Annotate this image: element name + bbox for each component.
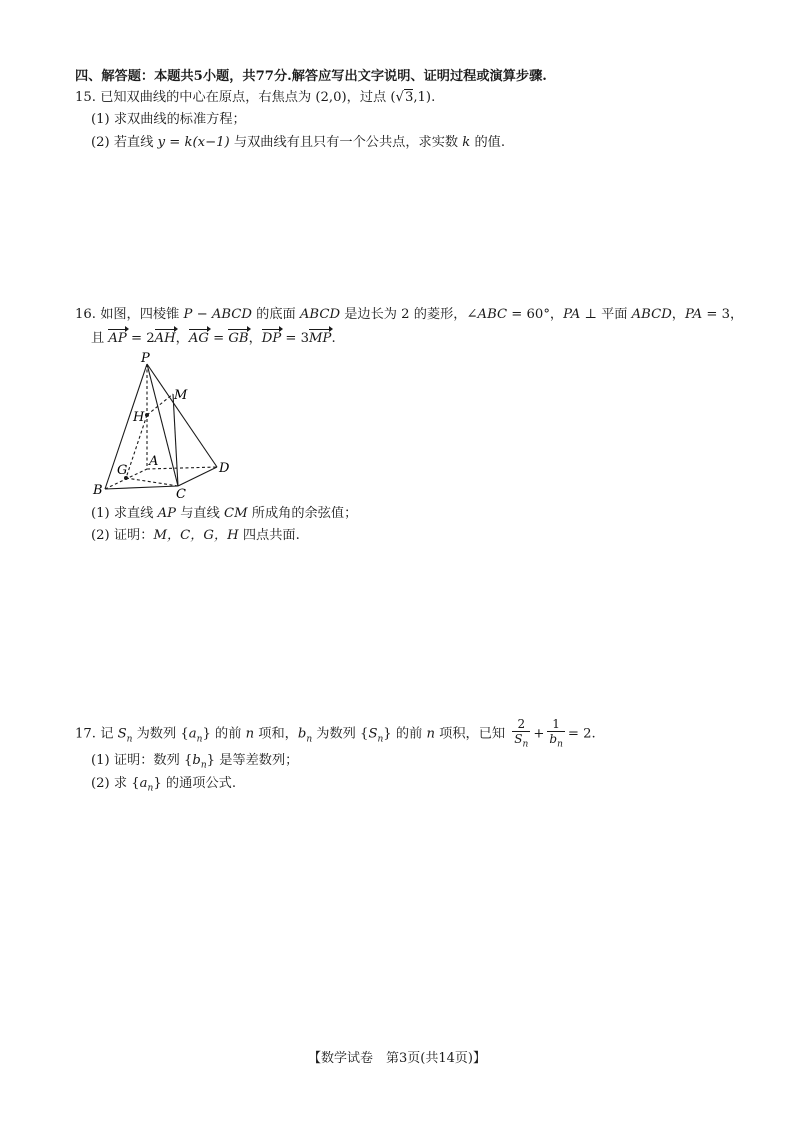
vector-gb: GB	[228, 331, 249, 346]
q16-p2-a: (2) 证明：	[91, 528, 154, 543]
frac2-den: b	[549, 732, 558, 746]
q16-base: ABCD	[299, 307, 341, 322]
fraction-2-over-sn	[512, 717, 530, 751]
label-g: G	[117, 463, 128, 478]
q17-sub: n	[377, 734, 384, 745]
q15-p2-text-a: (2) 若直线	[91, 135, 158, 150]
q17-sub: n	[557, 739, 563, 750]
q15-part2	[91, 134, 505, 152]
q17-p2-an: a	[139, 776, 148, 791]
q17-an: a	[188, 726, 197, 742]
q16-t7: = 3，	[702, 307, 744, 322]
q17-stem	[75, 717, 596, 754]
page-footer: 【数学试卷 第3页(共14页)】	[308, 1051, 486, 1066]
q17-t2: 为数列 {	[132, 726, 189, 742]
q15-p2-k: k	[462, 135, 471, 150]
q17-sub: n	[126, 734, 133, 745]
q16-l2-f: = 3	[281, 331, 310, 346]
q17-sub: n	[147, 783, 154, 794]
q17-sub: n	[200, 760, 207, 771]
q16-t2: 的底面	[251, 307, 300, 322]
vector-dp: DP	[261, 331, 282, 346]
q17-p1-bn: b	[192, 753, 201, 768]
q16-pa: PA	[563, 307, 581, 322]
q15-stem-end: ,1).	[413, 90, 436, 105]
q17-sub: n	[196, 734, 203, 745]
q17-sub: n	[306, 734, 313, 745]
frac1-den: S	[514, 732, 523, 746]
q17-p2-b: } 的通项公式.	[153, 776, 237, 791]
segment-hm	[147, 394, 173, 415]
vector-ap: AP	[108, 331, 127, 346]
vector-ag: AG	[188, 331, 209, 346]
label-b: B	[93, 483, 103, 498]
label-d: D	[219, 461, 230, 476]
q16-l2-a: 且	[91, 331, 109, 346]
q16-base2: ABCD	[631, 307, 672, 322]
q16-t4: = 60°，	[507, 307, 564, 322]
section-title: 四、解答题：本题共5小题，共77分.解答应写出文字说明、证明过程或演算步骤.	[75, 69, 547, 84]
q17-n: n	[245, 726, 255, 742]
q16-p1-cm: CM	[224, 506, 248, 521]
q16-stem-line1	[75, 306, 743, 324]
q16-number: 16.	[75, 307, 96, 322]
q17-part2	[91, 775, 236, 798]
q17-t1: 记	[100, 726, 118, 742]
q16-part2	[91, 527, 300, 545]
q16-angle: ABC	[477, 307, 508, 322]
q17-part1	[91, 752, 298, 775]
q17-t3: } 的前	[202, 726, 246, 742]
q16-t6: ，	[671, 307, 685, 322]
q16-p1-ap: AP	[157, 506, 177, 521]
q17-p1-b: } 是等差数列；	[206, 753, 299, 768]
q15-stem-text: 已知双曲线的中心在原点，右焦点为 (2,0)，过点 (	[100, 90, 396, 105]
q16-l2-b: = 2	[126, 331, 155, 346]
q16-t1: 如图，四棱锥	[100, 307, 184, 322]
frac2-num: 1	[547, 717, 564, 732]
q15-stem: 15. 已知双曲线的中心在原点，右焦点为 (2,0)，过点 (√3,1).	[75, 90, 436, 105]
q17-p2-a: (2) 求 {	[91, 776, 140, 791]
edge-pd	[147, 364, 217, 467]
q15-sqrt: 3	[404, 90, 414, 105]
q16-l2-e: ，	[248, 331, 262, 346]
pyramid-figure	[85, 348, 245, 500]
q17-sn: S	[117, 726, 127, 742]
q16-p2-b: 四点共面.	[238, 528, 300, 543]
q15-part1: (1) 求双曲线的标准方程；	[91, 112, 246, 127]
vector-ah: AH	[154, 331, 176, 346]
q17-plus: +	[533, 726, 545, 742]
q16-part1	[91, 505, 357, 523]
point-h	[145, 413, 149, 417]
q16-l2-g: .	[331, 331, 336, 346]
q15-number: 15.	[75, 90, 96, 105]
q16-p2-points: M，C，G，H	[153, 528, 239, 543]
q16-stem-line2	[91, 330, 336, 348]
q16-l2-c: ，	[175, 331, 189, 346]
edge-bc	[105, 486, 178, 489]
q15-p2-equation: y = k(x−1)	[157, 135, 230, 150]
q16-p1-b: 与直线	[176, 506, 224, 521]
q17-sub: n	[522, 739, 529, 750]
frac1-num: 2	[512, 717, 530, 732]
q17-bn: b	[297, 726, 307, 742]
segment-gc	[126, 478, 178, 486]
label-a: A	[149, 454, 159, 469]
q17-sn: S	[368, 726, 378, 742]
q16-p1-a: (1) 求直线	[91, 506, 158, 521]
q16-pyramid: P − ABCD	[183, 307, 252, 322]
q15-p2-text-c: 的值.	[470, 135, 506, 150]
q16-l2-d: =	[208, 331, 229, 346]
q16-p1-c: 所成角的余弦值；	[247, 506, 358, 521]
label-h: H	[133, 410, 145, 425]
q17-number: 17.	[75, 726, 96, 742]
q16-t3: 是边长为 2 的菱形，∠	[340, 307, 478, 322]
label-m: M	[174, 388, 188, 403]
q17-p1-a: (1) 证明：数列 {	[91, 753, 193, 768]
q16-pa2: PA	[684, 307, 703, 322]
vector-mp: MP	[309, 331, 332, 346]
q15-p2-text-b: 与双曲线有且只有一个公共点，求实数	[229, 135, 463, 150]
fraction-1-over-bn	[547, 717, 564, 751]
q17-t4: 项和，	[254, 726, 298, 742]
edge-cd	[178, 467, 217, 486]
label-c: C	[176, 487, 186, 500]
q17-t5: 为数列 {	[312, 726, 369, 742]
q17-n: n	[426, 726, 435, 742]
q17-t6: } 的前	[383, 726, 427, 742]
q17-eq: = 2.	[567, 726, 596, 742]
q16-t5: ⊥ 平面	[580, 307, 632, 322]
q17-t7: 项积，已知	[434, 726, 510, 742]
label-p: P	[141, 351, 150, 366]
